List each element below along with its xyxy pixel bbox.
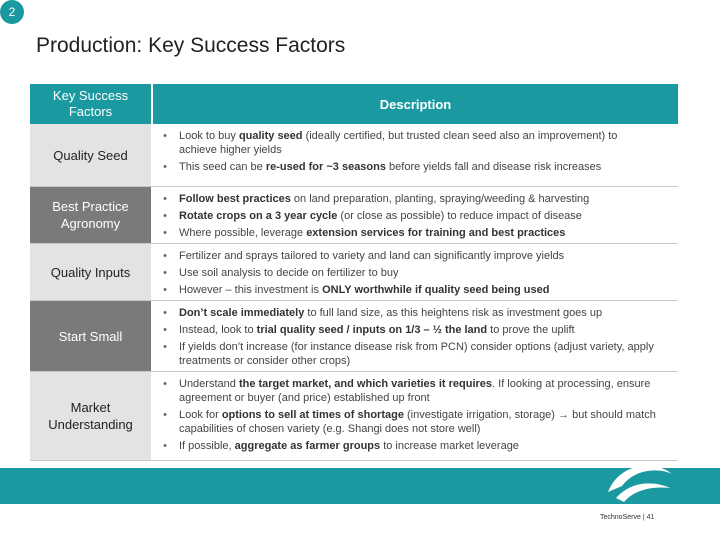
bullet-item bbox=[151, 283, 678, 297]
bullet-item bbox=[151, 249, 678, 263]
bullet-dot-icon: • bbox=[163, 161, 167, 173]
bullet-text-run: Where possible, leverage bbox=[179, 227, 307, 239]
bullet-text-bold: extension services for training and best practices bbox=[306, 227, 566, 239]
bullet-text bbox=[179, 160, 678, 174]
bullet-text-run: If yields don’t increase (for instance disease risk from PCN) consider options (adjust variety, apply treatments or consider other crops) bbox=[179, 341, 654, 367]
table-row bbox=[30, 301, 678, 372]
row-description bbox=[151, 124, 678, 186]
bullet-dot-icon: • bbox=[163, 307, 167, 319]
bullet-text bbox=[179, 408, 678, 436]
row-description bbox=[151, 372, 678, 460]
bullet-text-run: to increase market leverage bbox=[380, 440, 519, 452]
bullet-text-run: on land preparation, planting, spraying/weeding & harvesting bbox=[290, 193, 590, 205]
bullet-text-run: before yields fall and disease risk increases bbox=[385, 161, 602, 173]
header-description: Description bbox=[379, 96, 452, 112]
bullet-text bbox=[179, 192, 678, 206]
row-label: Market Understanding bbox=[30, 372, 151, 460]
bullet-text-run: Look to buy bbox=[179, 130, 239, 142]
row-label: Quality Seed bbox=[30, 124, 151, 186]
bullet-text-run: (ideally certified, but trusted clean seed also an improvement) to achieve higher yields bbox=[179, 130, 618, 156]
bullet-dot-icon: • bbox=[163, 267, 167, 279]
bullet-text-run: to full land size, as this heightens risk as investment goes up bbox=[304, 307, 603, 319]
bullet-text-run: to prove the uplift bbox=[487, 324, 575, 336]
bullet-text bbox=[179, 283, 678, 297]
bullet-dot-icon: • bbox=[163, 193, 167, 205]
bullet-item bbox=[151, 306, 678, 320]
bullet-dot-icon: • bbox=[163, 210, 167, 222]
bullet-text bbox=[179, 226, 678, 240]
bullet-item bbox=[151, 226, 678, 240]
row-description bbox=[151, 187, 678, 243]
bullet-dot-icon: • bbox=[163, 324, 167, 336]
page-title: Production: Key Success Factors bbox=[36, 34, 346, 57]
bullet-text-bold: quality seed bbox=[238, 130, 303, 142]
bullet-text-run: If possible, bbox=[179, 440, 235, 452]
bullet-text-bold: Follow best practices bbox=[179, 193, 291, 205]
bullet-dot-icon: • bbox=[163, 440, 167, 452]
bullet-dot-icon: • bbox=[163, 409, 167, 421]
bullet-text-run: However – this investment is bbox=[179, 284, 323, 296]
row-description bbox=[151, 301, 678, 371]
bullet-text-bold: options to sell at times of shortage bbox=[221, 409, 404, 421]
bullet-item bbox=[151, 323, 678, 337]
bullet-item bbox=[151, 192, 678, 206]
bullet-dot-icon: • bbox=[163, 227, 167, 239]
bullet-item bbox=[151, 408, 678, 436]
bullet-text bbox=[179, 249, 678, 263]
bullet-dot-icon: • bbox=[163, 250, 167, 262]
bullet-item bbox=[151, 340, 678, 368]
table-row bbox=[30, 124, 678, 187]
bullet-text bbox=[179, 306, 678, 320]
bullet-text-bold: Don’t scale immediately bbox=[179, 307, 305, 319]
table-row bbox=[30, 244, 678, 301]
success-factors-table bbox=[30, 84, 678, 461]
bullet-text-bold: the target market, and which varieties it requires bbox=[238, 378, 493, 390]
bullet-item bbox=[151, 129, 678, 157]
bullet-text bbox=[179, 266, 678, 280]
bullet-item bbox=[151, 209, 678, 223]
footer-page-number: | 41 bbox=[642, 514, 655, 521]
table-body bbox=[30, 124, 678, 461]
row-label: Best Practice Agronomy bbox=[30, 187, 151, 243]
table-row bbox=[30, 372, 678, 461]
bullet-dot-icon: • bbox=[163, 284, 167, 296]
bullet-dot-icon: • bbox=[163, 341, 167, 353]
bullet-text-bold: trial quality seed / inputs on 1/3 – ½ the land bbox=[256, 324, 488, 336]
slide-number-badge: 2 bbox=[0, 0, 24, 24]
bullet-text-run: (investigate irrigation, storage) → but should match capabilities of chosen variety (e.g. Shangi does not store well) bbox=[179, 409, 656, 435]
bullet-text-bold: Rotate crops on a 3 year cycle bbox=[179, 210, 338, 222]
bullet-text-run: Look for bbox=[179, 409, 222, 421]
bullet-text bbox=[179, 377, 678, 405]
bullet-text-bold: re-used for ~3 seasons bbox=[265, 161, 386, 173]
row-description bbox=[151, 244, 678, 300]
bullet-dot-icon: • bbox=[163, 378, 167, 390]
bullet-text-run: Fertilizer and sprays tailored to variety and land can significantly improve yields bbox=[179, 250, 565, 262]
bullet-text-run: (or close as possible) to reduce impact of disease bbox=[337, 210, 582, 222]
bullet-text-bold: ONLY worthwhile if quality seed being used bbox=[322, 284, 550, 296]
bullet-text-run: . If looking at processing, ensure agreement or buyer (and price) established up front bbox=[179, 378, 651, 404]
bullet-item bbox=[151, 266, 678, 280]
header-key-success-factors: Key Success Factors bbox=[30, 84, 153, 124]
bullet-text bbox=[179, 439, 678, 453]
bullet-dot-icon: • bbox=[163, 130, 167, 142]
bullet-text-run: Understand bbox=[179, 378, 239, 390]
footer-brand: TechnoServe bbox=[600, 514, 641, 521]
bullet-item bbox=[151, 160, 678, 174]
bullet-item bbox=[151, 377, 678, 405]
bullet-text bbox=[179, 340, 678, 368]
row-label: Quality Inputs bbox=[30, 244, 151, 300]
row-label: Start Small bbox=[30, 301, 151, 371]
bullet-text bbox=[179, 323, 678, 337]
bullet-text-run: This seed can be bbox=[179, 161, 266, 173]
table-header bbox=[30, 84, 678, 124]
bullet-text-run: Use soil analysis to decide on fertilizer to buy bbox=[179, 267, 399, 279]
table-row bbox=[30, 187, 678, 244]
bullet-text bbox=[179, 129, 678, 157]
footer-text bbox=[600, 514, 654, 521]
technoserve-logo-icon bbox=[600, 452, 680, 512]
bullet-text-bold: aggregate as farmer groups bbox=[234, 440, 381, 452]
bullet-text bbox=[179, 209, 678, 223]
bullet-text-run: Instead, look to bbox=[179, 324, 257, 336]
bullet-item bbox=[151, 439, 678, 453]
